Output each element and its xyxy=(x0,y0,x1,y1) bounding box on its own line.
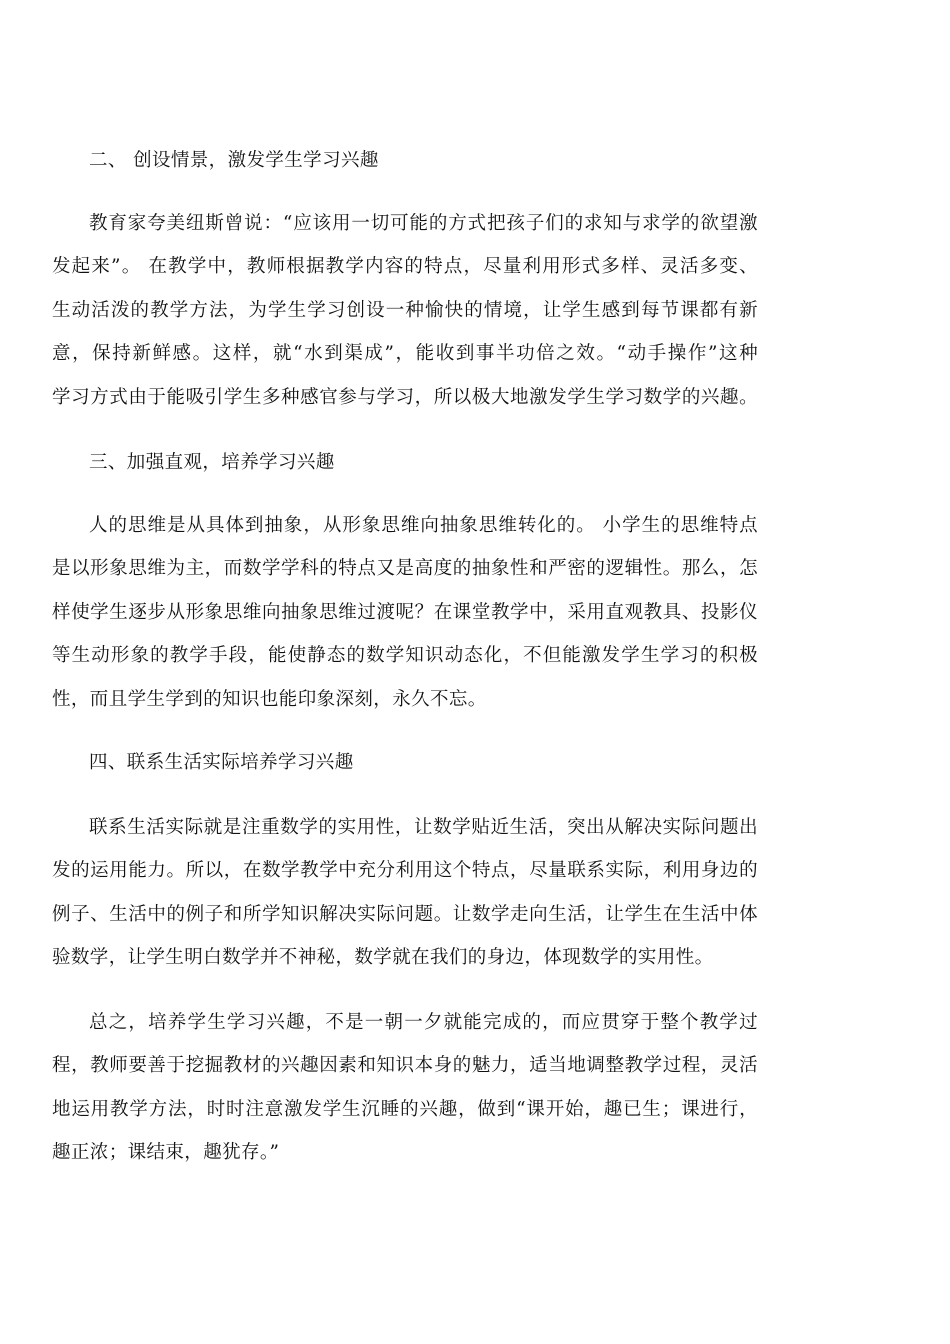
paragraph-line: 例子、生活中的例子和所学知识解决实际问题。让数学走向生活，让学生在生活中体 xyxy=(52,904,758,925)
paragraph-line: 等生动形象的教学手段，能使静态的数学知识动态化，不但能激发学生学习的积极 xyxy=(52,645,758,666)
paragraph-line: 意，保持新鲜感。这样，就“水到渠成”，能收到事半功倍之效。“动手操作”这种 xyxy=(52,343,758,364)
section-heading-3: 三、加强直观，培养学习兴趣 xyxy=(89,452,335,473)
paragraph-line: 学习方式由于能吸引学生多种感官参与学习，所以极大地激发学生学习数学的兴趣。 xyxy=(52,387,758,408)
paragraph-line: 程，教师要善于挖掘教材的兴趣因素和知识本身的魅力，适当地调整教学过程，灵活 xyxy=(52,1055,758,1076)
paragraph-line: 趣正浓；课结束，趣犹存。” xyxy=(52,1142,280,1163)
paragraph-line: 联系生活实际就是注重数学的实用性，让数学贴近生活，突出从解决实际问题出 xyxy=(89,817,758,838)
paragraph-line: 地运用教学方法，时时注意激发学生沉睡的兴趣，做到“课开始，趣已生；课进行， xyxy=(52,1099,758,1120)
section-heading-2: 二、 创设情景，激发学生学习兴趣 xyxy=(89,150,379,171)
section-heading-4: 四、联系生活实际培养学习兴趣 xyxy=(89,752,354,773)
paragraph-line: 生动活泼的教学方法，为学生学习创设一种愉快的情境，让学生感到每节课都有新 xyxy=(52,300,758,321)
paragraph-line: 验数学，让学生明白数学并不神秘，数学就在我们的身边，体现数学的实用性。 xyxy=(52,947,714,968)
paragraph-line: 人的思维是从具体到抽象，从形象思维向抽象思维转化的。 小学生的思维特点 xyxy=(89,515,758,536)
paragraph-line: 发的运用能力。所以，在数学教学中充分利用这个特点，尽量联系实际，利用身边的 xyxy=(52,860,758,881)
paragraph-line: 总之，培养学生学习兴趣，不是一朝一夕就能完成的，而应贯穿于整个教学过 xyxy=(89,1012,758,1033)
paragraph-line: 教育家夸美纽斯曾说：“应该用一切可能的方式把孩子们的求知与求学的欲望激 xyxy=(89,213,758,234)
paragraph-line: 是以形象思维为主，而数学学科的特点又是高度的抽象性和严密的逻辑性。那么，怎 xyxy=(52,558,758,579)
paragraph-line: 发起来”。 在教学中，教师根据教学内容的特点，尽量利用形式多样、灵活多变、 xyxy=(52,256,758,277)
paragraph-line: 性，而且学生学到的知识也能印象深刻，永久不忘。 xyxy=(52,689,487,710)
paragraph-line: 样使学生逐步从形象思维向抽象思维过渡呢？在课堂教学中，采用直观教具、投影仪 xyxy=(52,602,758,623)
